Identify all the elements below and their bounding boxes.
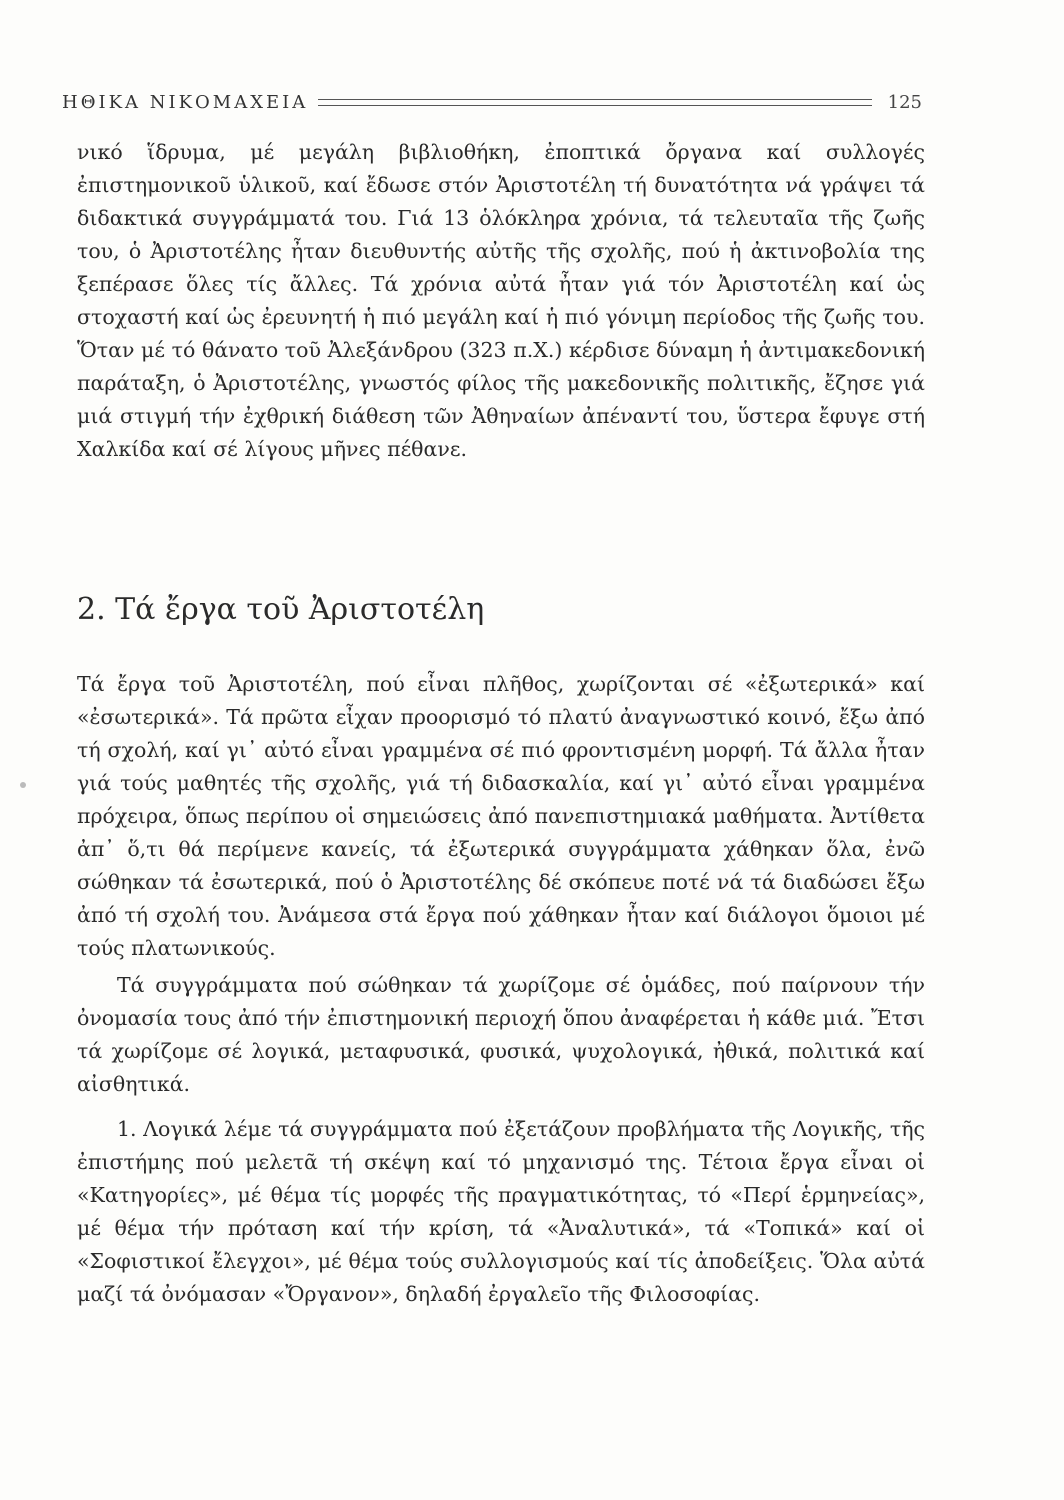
running-header bbox=[62, 90, 922, 114]
section-heading: 2. Τά ἔργα τοῦ Ἀριστοτέλη bbox=[77, 592, 485, 627]
section-paragraph-1: Τά ἔργα τοῦ Ἀριστοτέλη, πού εἶναι πλῆθος, χωρίζονται σέ «ἐξωτερικά» καί «ἐσωτερικά». Τά πρῶτα εἶχαν προορισμό τό πλατύ ἀναγνωστικό κοινό, ἔξω ἀπό τή σχολή, καί γι᾽ αὐτό εἶναι γραμμένα σέ πιό φροντισμένη μορφή. Τά ἄλλα ἦταν γιά τούς μαθητές τῆς σχολῆς, γιά τή διδασκαλία, καί γι᾽ αὐτό εἶναι γραμμένα πρόχειρα, ὅπως περίπου οἱ σημειώσεις ἀπό πανεπιστημιακά μαθήματα. Ἀντίθετα ἀπ᾽ ὅ,τι θά περίμενε κανείς, τά ἐξωτερικά συγγράμματα χάθηκαν ὅλα, ἐνῶ σώθηκαν τά ἐσωτερικά, πού ὁ Ἀριστοτέλης δέ σκόπευε ποτέ νά τά διαδώσει ἔξω ἀπό τή σχολή του. Ἀνάμεσα στά ἔργα πού χάθηκαν ἦταν καί διάλογοι ὅμοιοι μέ τούς πλατωνικούς. bbox=[77, 672, 925, 960]
header-double-rule bbox=[318, 99, 871, 106]
section-paragraph-2: Τά συγγράμματα πού σώθηκαν τά χωρίζομε σέ ὁμάδες, πού παίρνουν τήν ὀνομασία τους ἀπό τήν ἐπιστημονική περιοχή ὅπου ἀναφέρεται ἡ κάθε μιά. Ἔτσι τά χωρίζομε σέ λογικά, μεταφυσικά, φυσικά, ψυχολογικά, ἠθικά, πολιτικά καί αἰσθητικά. bbox=[77, 973, 925, 1096]
section-text-block bbox=[77, 668, 925, 1311]
running-title: ΗΘΙΚΑ ΝΙΚΟΜΑΧΕΙΑ bbox=[62, 91, 309, 113]
intro-text-block bbox=[77, 136, 925, 466]
section-paragraph-3: 1. Λογικά λέμε τά συγγράμματα πού ἐξετάζουν προβλήματα τῆς Λογικῆς, τῆς ἐπιστήμης πού μελετᾶ τή σκέψη καί τό μηχανισμό της. Τέτοια ἔργα εἶναι οἱ «Κατηγορίες», μέ θέμα τίς μορφές τῆς πραγματικότητας, τό «Περί ἑρμηνείας», μέ θέμα τήν πρόταση καί τήν κρίση, τά «Ἀναλυτικά», τά «Τοπικά» καί οἱ «Σοφιστικοί ἔλεγχοι», μέ θέμα τούς συλλογισμούς καί τίς ἀποδείξεις. Ὅλα αὐτά μαζί τά ὀνόμασαν «Ὄργανον», δηλαδή ἐργαλεῖο τῆς Φιλοσοφίας. bbox=[77, 1117, 925, 1306]
margin-speck bbox=[20, 782, 26, 788]
page-number: 125 bbox=[887, 91, 922, 113]
intro-paragraph: νικό ἵδρυμα, μέ μεγάλη βιβλιοθήκη, ἐποπτικά ὄργανα καί συλλογές ἐπιστημονικοῦ ὑλικοῦ, καί ἔδωσε στόν Ἀριστοτέλη τή δυνατότητα νά γράψει τά διδακτικά συγγράμματά του. Γιά 13 ὁλόκληρα χρόνια, τά τελευταῖα τῆς ζωῆς του, ὁ Ἀριστοτέλης ἦταν διευθυντής αὐτῆς τῆς σχολῆς, πού ἡ ἀκτινοβολία της ξεπέρασε ὅλες τίς ἄλλες. Τά χρόνια αὐτά ἦταν γιά τόν Ἀριστοτέλη καί ὡς στοχαστή καί ὡς ἐρευνητή ἡ πιό μεγάλη καί ἡ πιό γόνιμη περίοδος τῆς ζωῆς του. Ὅταν μέ τό θάνατο τοῦ Ἀλεξάνδρου (323 π.Χ.) κέρδισε δύναμη ἡ ἀντιμακεδονική παράταξη, ὁ Ἀριστοτέλης, γνωστός φίλος τῆς μακεδονικῆς πολιτικῆς, ἔζησε γιά μιά στιγμή τήν ἐχθρική διάθεση τῶν Ἀθηναίων ἀπέναντί του, ὕστερα ἔφυγε στή Χαλκίδα καί σέ λίγους μῆνες πέθανε. bbox=[77, 140, 925, 461]
